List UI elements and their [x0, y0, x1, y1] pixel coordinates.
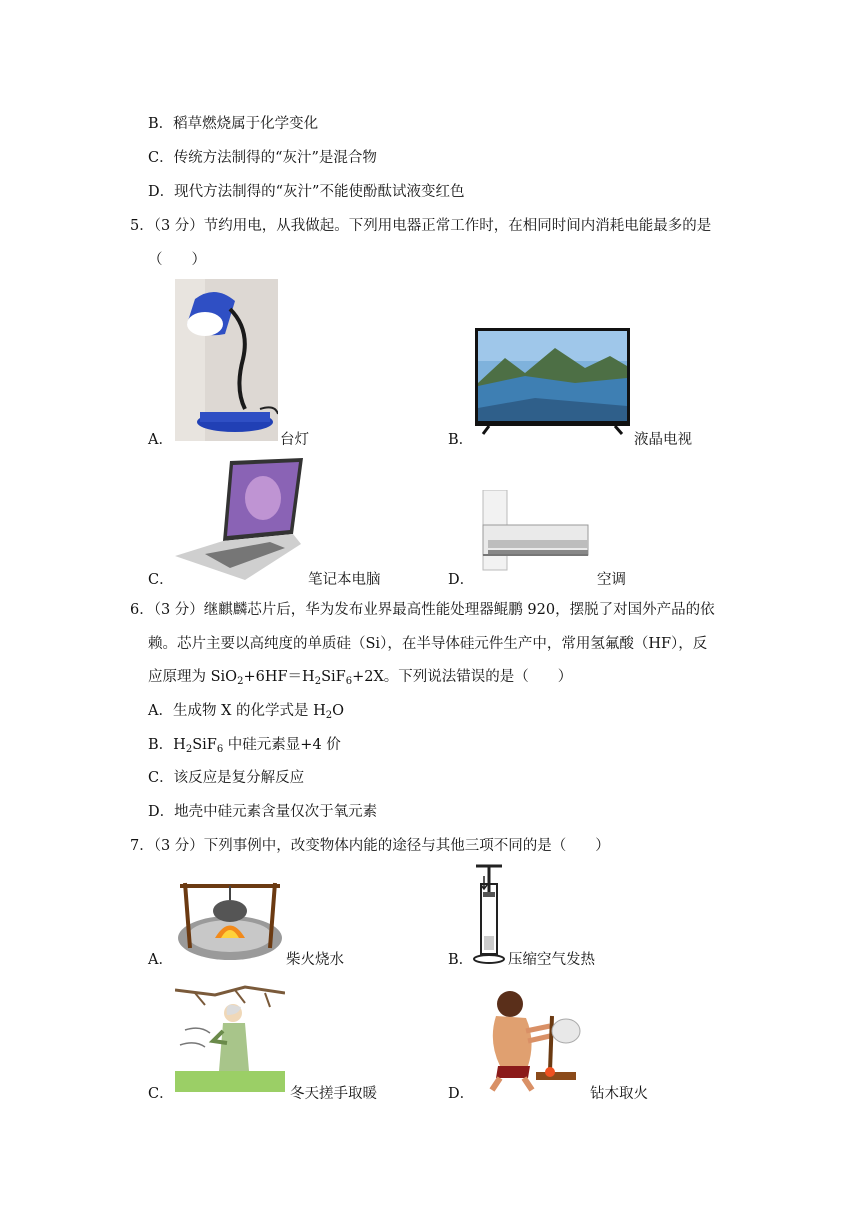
q7-option-b-label: 压缩空气发热: [508, 952, 595, 968]
q5-stem-line2: （ ）: [148, 252, 206, 268]
q7-stem: 7．（3 分）下列事例中，改变物体内能的途径与其他三项不同的是（ ）: [130, 838, 610, 854]
q7-option-a-label: 柴火烧水: [286, 952, 344, 968]
q6-option-a: A．生成物 X 的化学式是 $H_2O$: [148, 703, 345, 721]
q5-stem-line1: 5．（3 分）节约用电，从我做起。下列用电器正常工作时，在相同时间内消耗电能最多的是: [130, 218, 712, 234]
q7-option-c-label: 冬天搓手取暖: [290, 1086, 377, 1102]
q7-option-a-letter: A．: [148, 952, 173, 968]
desk-lamp-image: [175, 279, 278, 441]
air-compression-image: [472, 862, 506, 966]
campfire-kettle-image: [175, 878, 285, 962]
drilling-wood-image: [478, 986, 588, 1092]
rubbing-hands-image: [175, 985, 285, 1092]
q6-stem-line1: 6．（3 分）继麒麟芯片后，华为发布业界最高性能处理器鲲鹏 920，摆脱了对国外产品的依: [130, 602, 715, 618]
q5-option-d-letter: D．: [448, 572, 475, 588]
q7-option-c-letter: C．: [148, 1086, 174, 1102]
q6-option-c: C．该反应是复分解反应: [148, 770, 305, 786]
q6-stem-line2: 赖。芯片主要以高纯度的单质硅（Si），在半导体硅元件生产中，常用氢氟酸（HF），反: [148, 636, 708, 652]
q4-option-c: C．传统方法制得的“灰汁”是混合物: [148, 150, 377, 166]
q5-option-a-label: 台灯: [280, 432, 309, 448]
laptop-image: [175, 456, 305, 582]
air-conditioner-image: [478, 490, 593, 578]
q6-option-b: B．$H_2SiF_6$ 中硅元素显+4 价: [148, 737, 341, 755]
q4-option-d: D．现代方法制得的“灰汁”不能使酚酞试液变红色: [148, 184, 465, 200]
q5-option-d-label: 空调: [597, 572, 626, 588]
q6-stem-line3: 应原理为 $SiO_2+6HF=H_2SiF_6+2X$。下列说法错误的是（ ）: [148, 669, 573, 687]
q4-option-b: B．稻草燃烧属于化学变化: [148, 116, 319, 132]
q5-option-c-letter: C．: [148, 572, 174, 588]
q7-option-d-letter: D．: [448, 1086, 475, 1102]
q5-option-c-label: 笔记本电脑: [308, 572, 381, 588]
lcd-tv-image: [475, 328, 630, 436]
q7-option-d-label: 钻木取火: [590, 1086, 648, 1102]
q5-option-a-letter: A．: [148, 432, 173, 448]
q7-option-b-letter: B．: [448, 952, 474, 968]
q5-option-b-letter: B．: [448, 432, 474, 448]
q5-option-b-label: 液晶电视: [634, 432, 692, 448]
q6-option-d: D．地壳中硅元素含量仅次于氧元素: [148, 804, 378, 820]
